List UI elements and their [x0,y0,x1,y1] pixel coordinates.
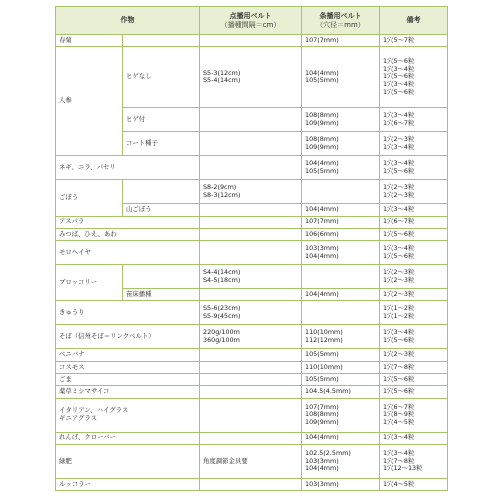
seed-belt-table [55,6,448,491]
crop-cell: ベニバナ [56,349,200,361]
table-row [56,325,448,349]
subcrop-cell: ヒゲ付 [123,108,200,132]
note-cell: 1穴2～3粒 [380,289,448,301]
crop-cell: そば（信州そば＝リンクベルト） [56,325,200,349]
note-value: 1穴5～6粒 [383,251,415,260]
row-belt-cell [302,156,380,180]
note-cell: 1穴5～6粒 [380,228,448,240]
note-value: 1穴2～3粒 [383,275,415,284]
note-cell [380,444,448,478]
header-row [56,7,448,35]
table-row [56,432,448,444]
dot-belt-value: S8-2(9cm) [203,183,237,192]
dot-belt-cell [200,180,302,204]
note-value: 1穴1～2粒 [383,304,415,313]
crop-cell: みつば、ひえ、あわ [56,228,200,240]
row-belt-cell: 104(4mm) [302,432,380,444]
row-belt-value: 108(8mm) [305,111,339,120]
dot-belt-cell [200,265,302,289]
note-cell [380,180,448,204]
row-belt-value: 105(5mm) [305,166,339,175]
row-belt-cell: 110(10mm) [302,361,380,373]
table-row [56,349,448,361]
crop-cell: きゅうり [56,301,200,325]
dot-belt-cell [200,301,302,325]
crop-cell: モロヘイヤ [56,241,200,265]
note-cell: 1穴5～6粒 [380,374,448,386]
row-belt-cell: 107(7mm) [302,216,380,228]
dot-belt-value: 220g/100m [203,328,240,337]
note-value: 1穴2～3粒 [383,190,415,199]
row-belt-value: 112(12mm) [305,335,343,344]
row-belt-cell: 104.5(4.5mm) [302,386,380,398]
row-belt-value: 103(3mm) [305,244,339,252]
note-cell [380,301,448,325]
note-value: 1穴3～4粒 [383,64,415,73]
row-belt-cell [302,398,380,432]
row-belt-value: 109(9mm) [305,142,339,151]
note-value: 1穴12～13粒 [383,464,423,473]
crop-cell: ごぼう [56,180,123,216]
row-belt-value: 104(4mm) [305,251,339,260]
crop-cell: コスモス [56,361,200,373]
row-belt-value: 107(7mm) [305,402,339,411]
row-belt-value: 108(8mm) [305,410,339,419]
crop-label: ギニアグラス [59,414,97,423]
header-row-belt-title: 条播用ベルト [319,11,362,20]
header-row-belt-unit: （穴径＝mm） [316,20,365,29]
note-value: 1穴3～4粒 [383,80,415,89]
crop-cell: 緑肥 [56,444,200,478]
subcrop-cell: 山ごぼう [123,204,200,216]
dot-belt-value: S8-3(12cm) [203,190,241,199]
table-row [56,47,448,108]
note-cell: 1穴6～7粒 [380,216,448,228]
crop-cell: 春菊 [56,35,123,47]
table-row [56,265,448,289]
crop-cell: アスパラ [56,216,200,228]
row-belt-value: 110(10mm) [305,328,343,337]
note-value: 1穴3～4粒 [383,244,415,252]
dot-belt-value: S5-9(45cm) [203,311,241,320]
dot-belt-cell: 角度調節金具要 [200,444,302,478]
crop-cell: れんげ、クローバー [56,432,200,444]
note-cell: 1穴5～6粒 [380,386,448,398]
note-cell [380,325,448,349]
note-value: 1穴4～5粒 [383,418,415,427]
crop-cell [56,398,200,432]
row-belt-cell: 106(6mm) [302,228,380,240]
dot-belt-value: S4-5(18cm) [203,275,241,284]
crop-cell: ブロッコリー [56,265,123,301]
note-cell: 1穴5～7粒 [380,35,448,47]
note-value: 1穴6～7粒 [383,118,415,127]
row-belt-cell [302,108,380,132]
table-row [56,444,448,478]
dot-belt-cell [200,47,302,108]
note-value: 1穴3～4粒 [383,111,415,120]
row-belt-cell [302,241,380,265]
subcrop-cell: コート種子 [123,132,200,156]
note-value: 1穴5～6粒 [383,335,415,344]
row-belt-value: 104(4mm) [305,68,339,77]
table-row [56,398,448,432]
header-dot-belt-title: 点播用ベルト [229,11,272,20]
table-row [56,156,448,180]
row-belt-cell: 105(5mm) [302,349,380,361]
crop-label: イタリアン、ハイグラス [59,406,129,415]
row-belt-cell: 104(4mm) [302,204,380,216]
table-row [56,361,448,373]
note-value: 1穴2～3粒 [383,268,415,276]
note-cell: 1穴3～4粒 [380,432,448,444]
row-belt-value: 109(9mm) [305,418,339,427]
note-value: 1穴7～8粒 [383,456,415,465]
note-value: 1穴8～9粒 [383,410,415,419]
note-value: 1穴5～6粒 [383,166,415,175]
header-crop: 作物 [56,7,200,35]
row-belt-cell: 104(4mm) [302,289,380,301]
note-value: 1穴6～7粒 [383,402,415,411]
subcrop-cell: ヒゲなし [123,47,200,108]
note-cell [380,47,448,108]
table-row [56,216,448,228]
crop-cell: 人参 [56,47,123,156]
table-row [56,180,448,204]
crop-cell: 薬草ミシマサイコ [56,386,200,398]
note-value: 1穴1～2粒 [383,311,415,320]
header-notes: 備考 [380,7,448,35]
header-dot-belt [200,7,302,35]
table-row [56,301,448,325]
note-value: 1穴5～6粒 [383,87,415,96]
row-belt-cell [302,444,380,478]
note-value: 1穴5～6粒 [383,72,415,81]
header-dot-belt-unit: （播種間隔＝cm） [220,20,281,29]
note-cell [380,156,448,180]
dot-belt-value: 360g/100m [203,335,240,344]
note-cell [380,265,448,289]
note-value: 1穴5～6粒 [383,57,415,66]
row-belt-value: 103(3mm) [305,456,339,465]
note-value: 1穴3～4粒 [383,142,415,151]
note-cell [380,108,448,132]
row-belt-cell [302,132,380,156]
subcrop-cell: 苗床播種 [123,289,200,301]
row-belt-value: 109(9mm) [305,118,339,127]
dot-belt-cell [200,325,302,349]
row-belt-value: 105(5mm) [305,76,339,85]
row-belt-cell: 103(3mm) [302,478,380,490]
note-cell: 1穴3～4粒 [380,204,448,216]
row-belt-cell: 105(5mm) [302,374,380,386]
note-cell: 1穴7～8粒 [380,361,448,373]
header-row-belt [302,7,380,35]
note-cell [380,398,448,432]
note-value: 1穴2～3粒 [383,183,415,192]
note-cell: 1穴4～5粒 [380,478,448,490]
row-belt-value: 102.5(2.5mm) [305,448,351,457]
note-cell [380,241,448,265]
note-value: 1穴3～4粒 [383,328,415,337]
row-belt-cell [302,325,380,349]
table-row [56,478,448,490]
table-row [56,374,448,386]
row-belt-value: 104(4mm) [305,159,339,168]
note-value: 1穴2～3粒 [383,135,415,144]
dot-belt-value: S5-4(14cm) [203,76,241,85]
table-row [56,228,448,240]
row-belt-value: 108(8mm) [305,135,339,144]
crop-cell: ネギ、ニラ、パセリ [56,156,200,180]
row-belt-value: 104(4mm) [305,464,339,473]
dot-belt-value: S5-6(23cm) [203,304,241,313]
note-cell [380,132,448,156]
dot-belt-value: S5-3(12cm) [203,68,241,77]
dot-belt-value: S4-4(14cm) [203,268,241,276]
table-row [56,35,448,47]
crop-cell: ルッコラー [56,478,200,490]
crop-cell: ごま [56,374,200,386]
row-belt-cell: 107(7mm) [302,35,380,47]
table-row [56,386,448,398]
row-belt-cell [302,47,380,108]
note-cell: 1穴2～3粒 [380,349,448,361]
table-row [56,241,448,265]
note-value: 1穴3～4粒 [383,448,415,457]
note-value: 1穴3～4粒 [383,159,415,168]
